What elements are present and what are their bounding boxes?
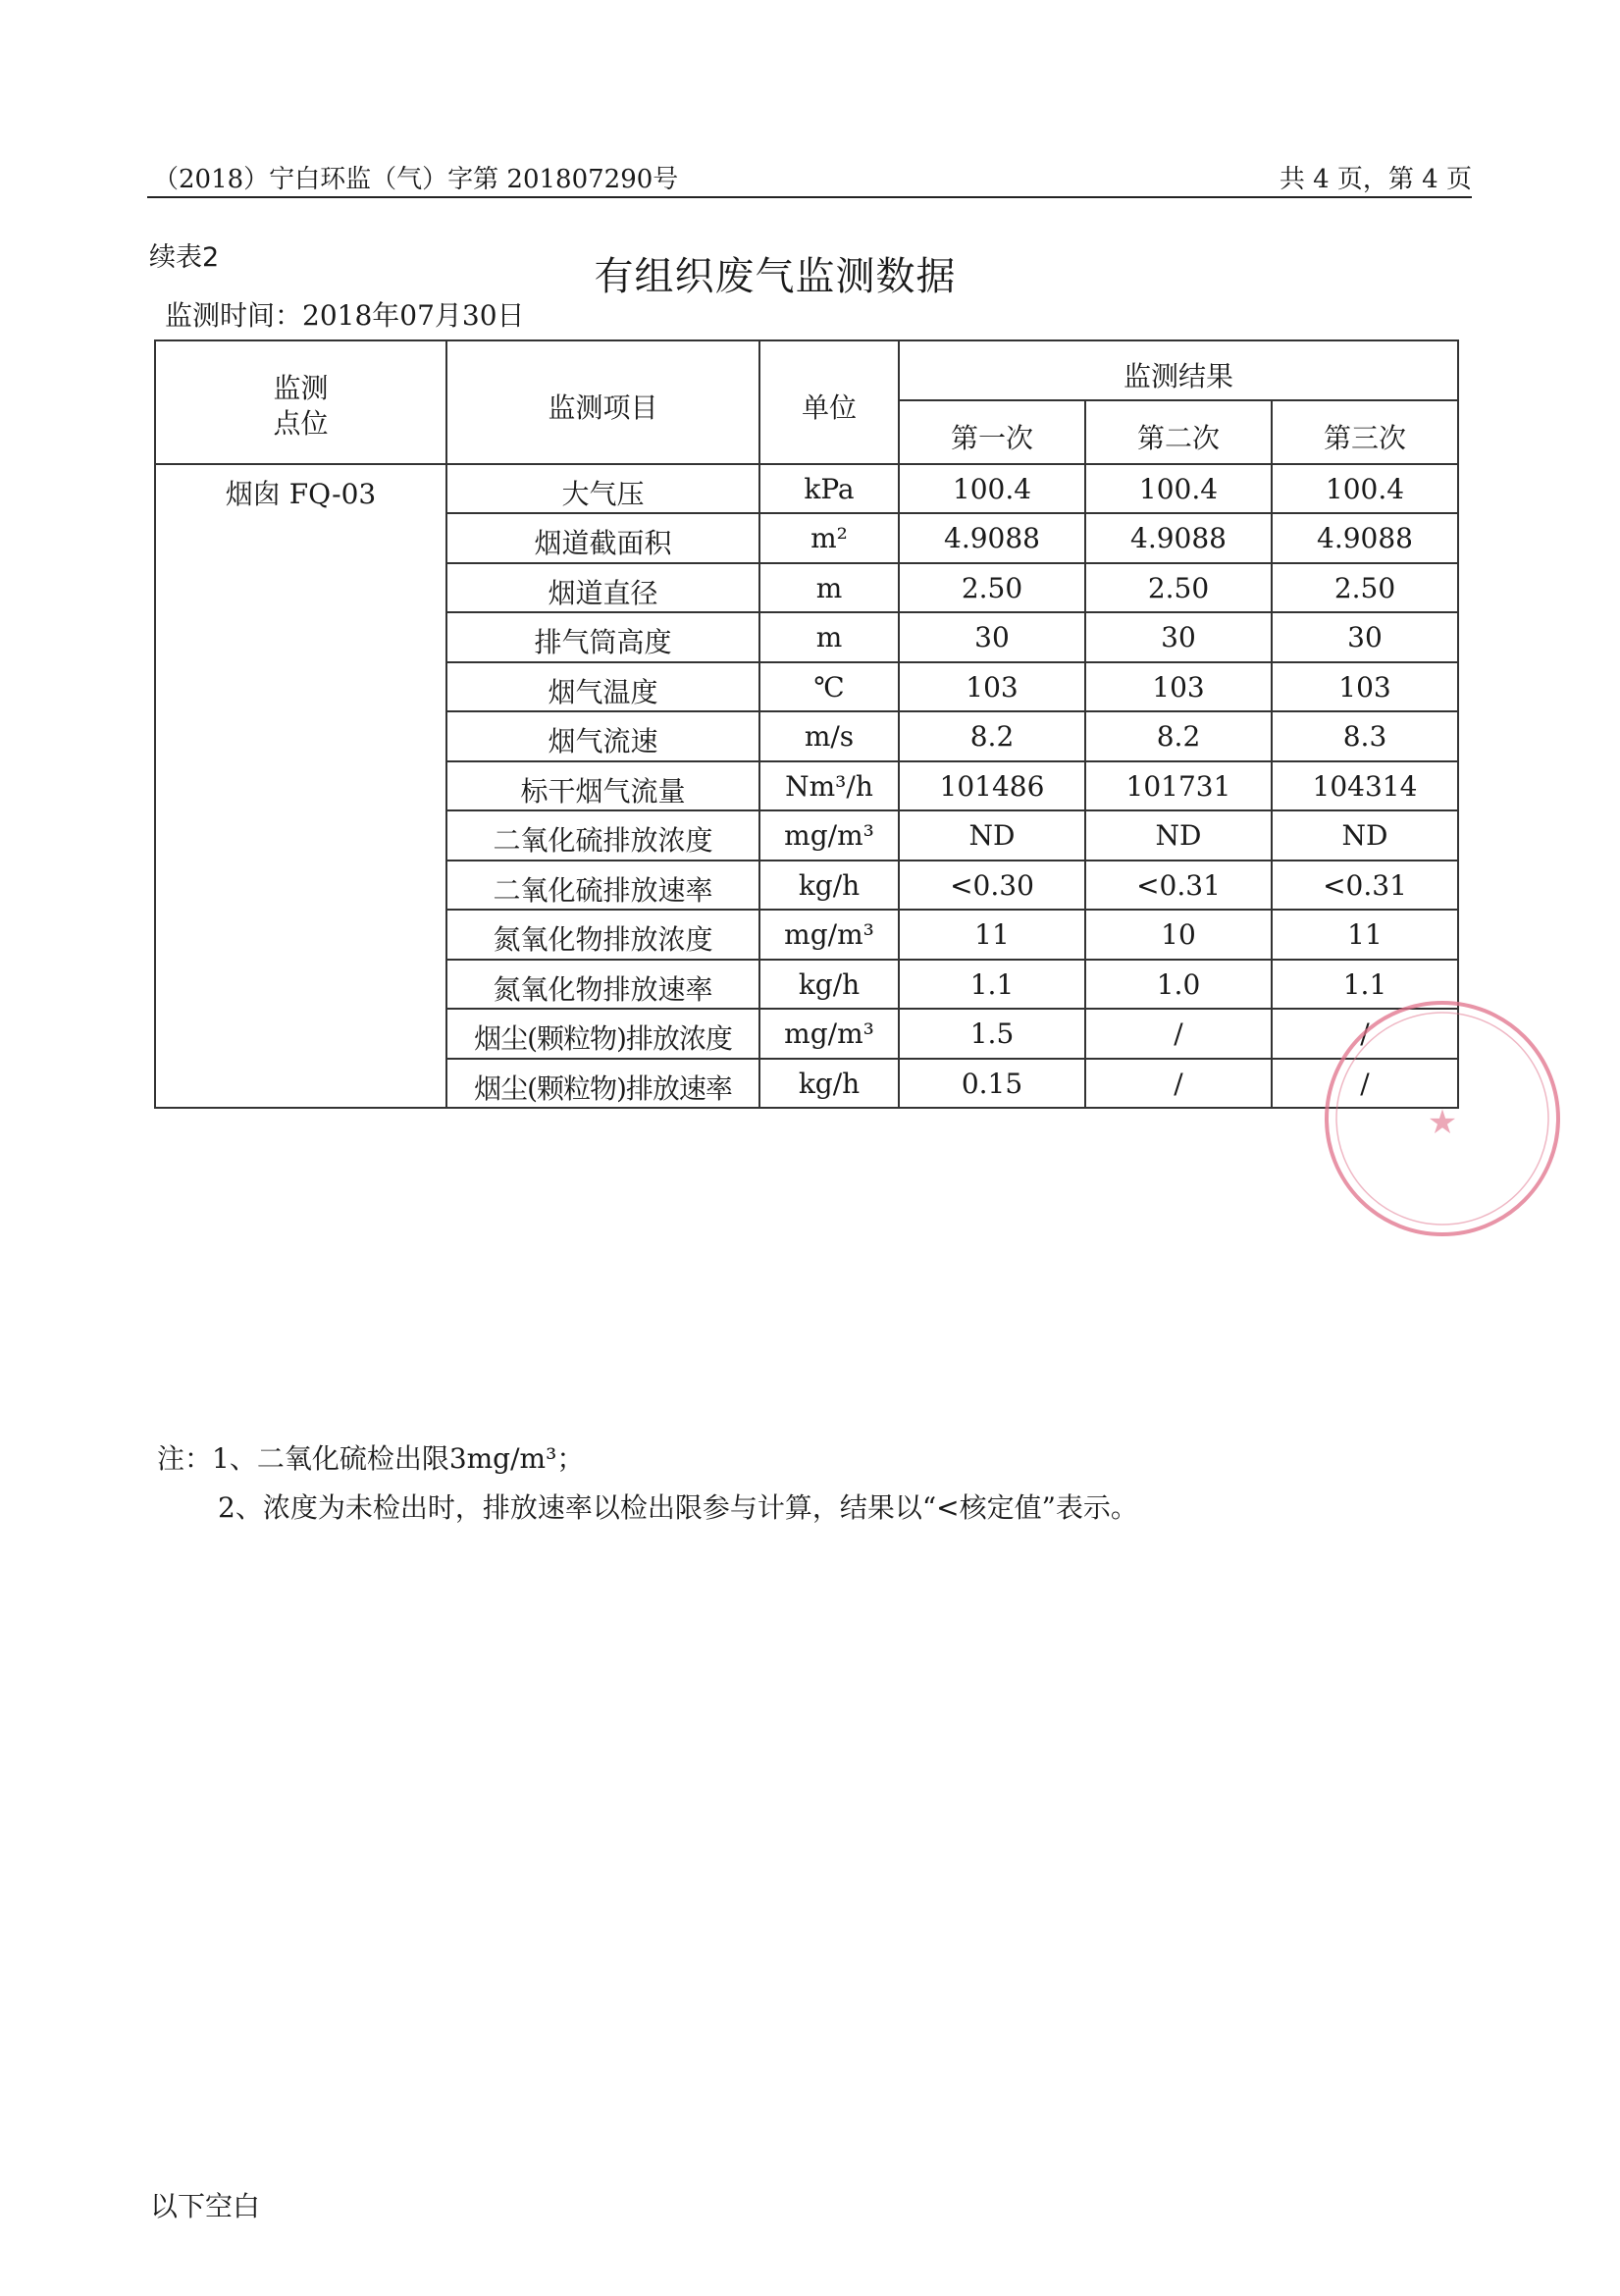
continuation-label: 续表2 — [149, 242, 220, 273]
page-indicator: 共 4 页，第 4 页 — [1279, 165, 1472, 194]
notes — [157, 1435, 1138, 1533]
run-1-value: 2.50 — [899, 563, 1085, 612]
run-1-value: 11 — [899, 910, 1085, 960]
item-cell: 烟道直径 — [446, 563, 759, 612]
run-2-value: 1.0 — [1085, 960, 1272, 1009]
run-1-value: ND — [899, 810, 1085, 861]
unit-cell: m — [759, 612, 899, 662]
note-1: 注：1、二氧化硫检出限3mg/m³； — [157, 1442, 585, 1475]
run-3-value: 8.3 — [1272, 711, 1458, 761]
run-3-value: / — [1272, 1009, 1458, 1059]
monitoring-data-table — [154, 339, 1459, 1109]
note-2: 2、浓度为未检出时，排放速率以检出限参与计算，结果以“<核定值”表示。 — [218, 1491, 1138, 1524]
run-3-value: 4.9088 — [1272, 513, 1458, 563]
location-cell: 烟囱 FQ-03 — [155, 464, 446, 1108]
item-cell: 烟尘(颗粒物)排放浓度 — [446, 1009, 759, 1059]
run-3-value: 11 — [1272, 910, 1458, 960]
run-1-value: 103 — [899, 662, 1085, 711]
unit-cell: kg/h — [759, 960, 899, 1009]
unit-cell: mg/m³ — [759, 1009, 899, 1059]
unit-cell: kPa — [759, 464, 899, 513]
run-1-value: 0.15 — [899, 1059, 1085, 1108]
run-2-value: 30 — [1085, 612, 1272, 662]
unit-cell: ℃ — [759, 662, 899, 711]
item-cell: 烟道截面积 — [446, 513, 759, 563]
item-cell: 烟气温度 — [446, 662, 759, 711]
run-1-value: 4.9088 — [899, 513, 1085, 563]
run-2-value: 10 — [1085, 910, 1272, 960]
item-cell: 氮氧化物排放浓度 — [446, 910, 759, 960]
run-3-value: <0.31 — [1272, 861, 1458, 910]
run-1-value: 101486 — [899, 761, 1085, 810]
run-2-value: 8.2 — [1085, 711, 1272, 761]
unit-cell: mg/m³ — [759, 810, 899, 861]
run-2-value: / — [1085, 1059, 1272, 1108]
document-header — [147, 157, 1472, 198]
run-1-value: 1.1 — [899, 960, 1085, 1009]
run-1-value: 1.5 — [899, 1009, 1085, 1059]
run-3-value: 2.50 — [1272, 563, 1458, 612]
item-cell: 烟尘(颗粒物)排放速率 — [446, 1059, 759, 1108]
unit-cell: m — [759, 563, 899, 612]
unit-cell: m² — [759, 513, 899, 563]
blank-below-marker: 以下空白 — [150, 2190, 261, 2222]
item-cell: 二氧化硫排放速率 — [446, 861, 759, 910]
unit-cell: Nm³/h — [759, 761, 899, 810]
item-cell: 二氧化硫排放浓度 — [446, 810, 759, 861]
svg-text:★: ★ — [1427, 1103, 1458, 1142]
header-unit: 单位 — [759, 340, 899, 464]
run-3-value: 104314 — [1272, 761, 1458, 810]
unit-cell: mg/m³ — [759, 910, 899, 960]
header-run-1: 第一次 — [899, 400, 1085, 464]
run-2-value: 4.9088 — [1085, 513, 1272, 563]
page-title: 有组织废气监测数据 — [594, 254, 957, 299]
unit-cell: m/s — [759, 711, 899, 761]
run-3-value: 100.4 — [1272, 464, 1458, 513]
run-2-value: <0.31 — [1085, 861, 1272, 910]
run-3-value: 103 — [1272, 662, 1458, 711]
run-1-value: 100.4 — [899, 464, 1085, 513]
header-result: 监测结果 — [899, 340, 1458, 400]
run-2-value: 103 — [1085, 662, 1272, 711]
item-cell: 氮氧化物排放速率 — [446, 960, 759, 1009]
run-3-value: ND — [1272, 810, 1458, 861]
run-2-value: 100.4 — [1085, 464, 1272, 513]
monitoring-date: 监测时间：2018年07月30日 — [165, 299, 525, 332]
run-3-value: 1.1 — [1272, 960, 1458, 1009]
item-cell: 标干烟气流量 — [446, 761, 759, 810]
run-2-value: 2.50 — [1085, 563, 1272, 612]
run-1-value: 8.2 — [899, 711, 1085, 761]
table-row — [155, 464, 1458, 513]
item-cell: 烟气流速 — [446, 711, 759, 761]
run-2-value: ND — [1085, 810, 1272, 861]
run-2-value: 101731 — [1085, 761, 1272, 810]
run-3-value: / — [1272, 1059, 1458, 1108]
item-cell: 排气筒高度 — [446, 612, 759, 662]
run-3-value: 30 — [1272, 612, 1458, 662]
report-reference-number: （2018）宁白环监（气）字第 201807290号 — [153, 165, 679, 194]
header-run-2: 第二次 — [1085, 400, 1272, 464]
unit-cell: kg/h — [759, 1059, 899, 1108]
unit-cell: kg/h — [759, 861, 899, 910]
run-1-value: 30 — [899, 612, 1085, 662]
header-location: 监测 点位 — [155, 340, 446, 464]
header-item: 监测项目 — [446, 340, 759, 464]
run-1-value: <0.30 — [899, 861, 1085, 910]
run-2-value: / — [1085, 1009, 1272, 1059]
item-cell: 大气压 — [446, 464, 759, 513]
header-run-3: 第三次 — [1272, 400, 1458, 464]
